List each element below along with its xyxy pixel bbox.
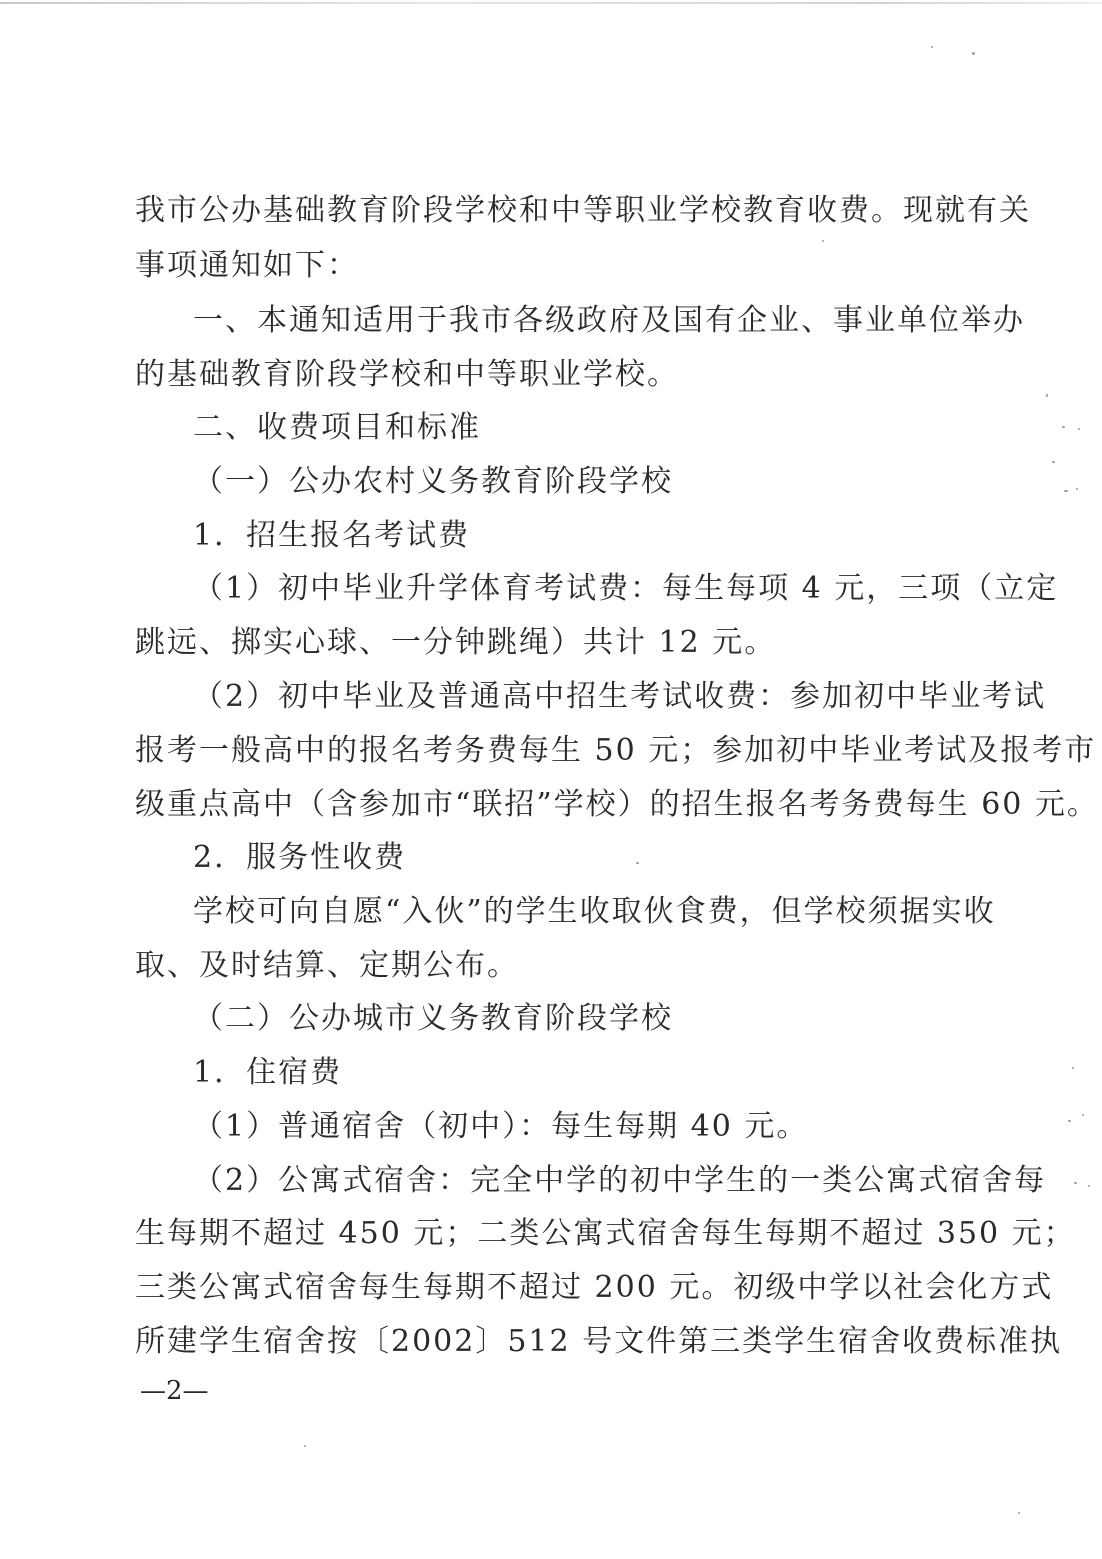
scan-speck (1018, 1512, 1020, 1514)
regular-dorm-fee-line: （1）普通宿舍（初中）：每生每期 40 元。 (193, 1109, 809, 1144)
paragraph-line-1: 我市公办基础教育阶段学校和中等职业学校教育收费。现就有关 (135, 193, 1031, 228)
service-fee-line-2: 取、及时结算、定期公布。 (135, 948, 519, 983)
section-one-line-2: 的基础教育阶段学校和中等职业学校。 (135, 357, 679, 392)
item-exam-fee-heading: 1．招生报名考试费 (193, 518, 471, 553)
scan-speck (1052, 461, 1055, 463)
subsection-urban-heading: （二）公办城市义务教育阶段学校 (193, 1001, 673, 1036)
scan-speck (931, 46, 933, 48)
scan-speck (1076, 488, 1078, 490)
scan-speck (1074, 1182, 1077, 1184)
scan-speck (1082, 1114, 1084, 1116)
page-number: —2— (140, 1376, 209, 1406)
scan-speck (972, 52, 975, 55)
scan-speck (1072, 1067, 1074, 1069)
section-two-heading: 二、收费项目和标准 (193, 410, 481, 445)
scan-speck (636, 862, 639, 864)
scan-speck (1046, 394, 1048, 397)
apartment-dorm-fee-line-1: （2）公寓式宿舍：完全中学的初中学生的一类公寓式宿舍每 (193, 1163, 1047, 1198)
scan-speck (304, 1445, 306, 1447)
apartment-dorm-fee-line-3: 三类公寓式宿舍每生每期不超过 200 元。初级中学以社会化方式 (135, 1270, 1054, 1305)
item-service-fee-heading: 2．服务性收费 (193, 840, 407, 875)
scan-speck (1088, 1185, 1090, 1187)
scan-speck (822, 240, 824, 242)
section-one-line-1: 一、本通知适用于我市各级政府及国有企业、事业单位举办 (193, 303, 1025, 338)
scan-speck (1068, 1120, 1071, 1122)
scan-speck (1062, 426, 1065, 428)
pe-exam-fee-line-1: （1）初中毕业升学体育考试费：每生每项 4 元，三项（立定 (193, 571, 1059, 606)
enrollment-exam-fee-line-1: （2）初中毕业及普通高中招生考试收费：参加初中毕业考试 (193, 679, 1047, 714)
paragraph-line-2: 事项通知如下： (135, 248, 359, 283)
scan-speck (1064, 490, 1068, 492)
apartment-dorm-fee-line-2: 生每期不超过 450 元；二类公寓式宿舍每生每期不超过 350 元； (135, 1216, 1076, 1251)
enrollment-exam-fee-line-3: 级重点高中（含参加市“联招”学校）的招生报名考务费每生 60 元。 (135, 787, 1099, 822)
service-fee-line-1: 学校可向自愿“入伙”的学生收取伙食费，但学校须据实收 (193, 894, 996, 929)
scan-speck (1078, 428, 1080, 430)
enrollment-exam-fee-line-2: 报考一般高中的报名考务费每生 50 元；参加初中毕业考试及报考市 (135, 733, 1097, 768)
apartment-dorm-fee-line-4: 所建学生宿舍按〔2002〕512 号文件第三类学生宿舍收费标准执 (135, 1324, 1063, 1359)
pe-exam-fee-line-2: 跳远、掷实心球、一分钟跳绳）共计 12 元。 (135, 625, 777, 660)
subsection-rural-heading: （一）公办农村义务教育阶段学校 (193, 464, 673, 499)
item-lodging-fee-heading: 1．住宿费 (193, 1055, 343, 1090)
